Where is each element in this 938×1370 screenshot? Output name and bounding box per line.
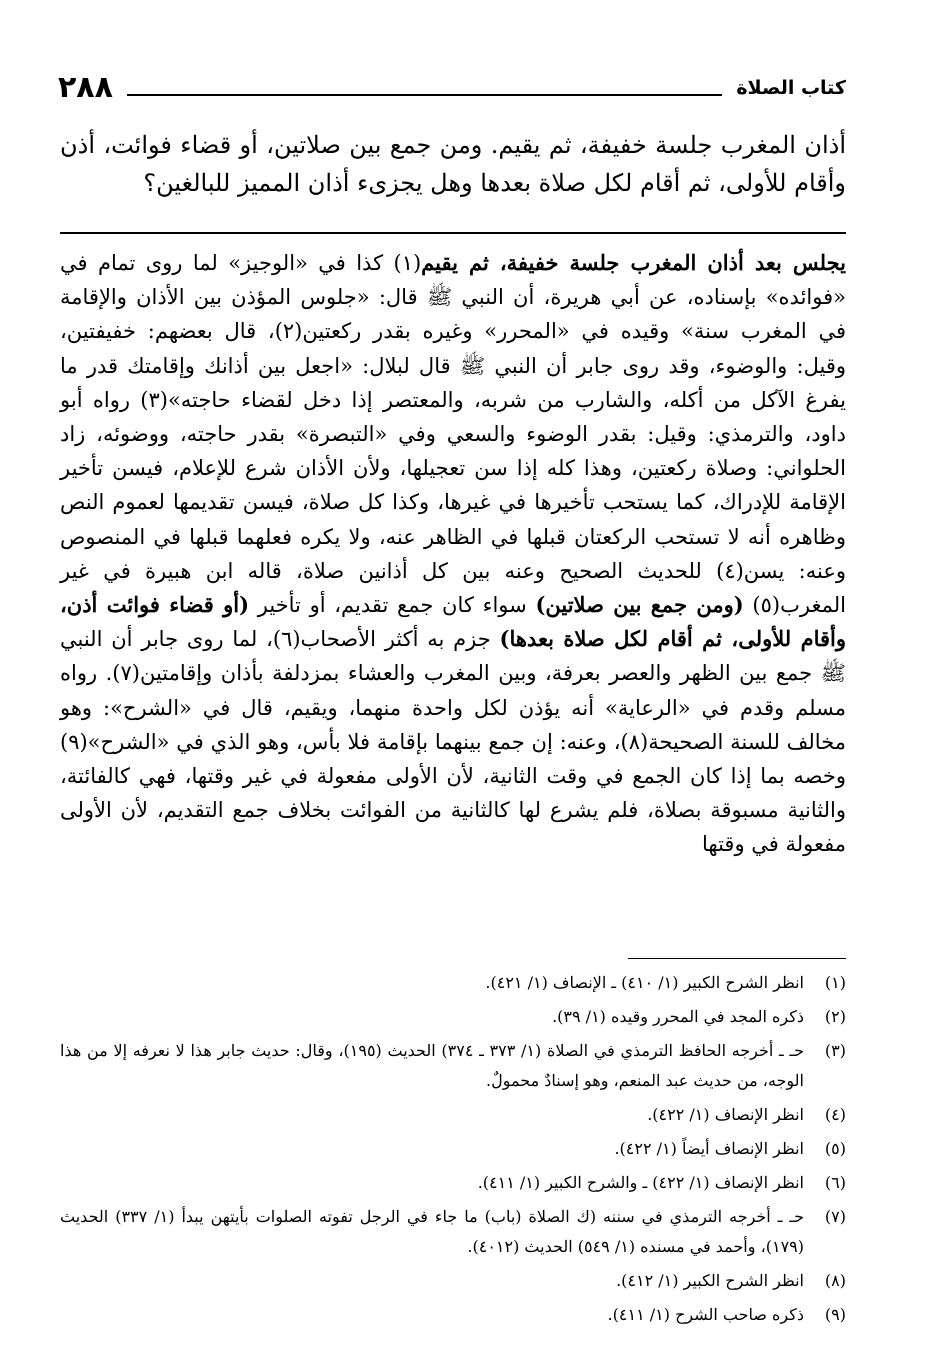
footnote	[60, 1036, 846, 1096]
matn-text: أذان المغرب جلسة خفيفة، ثم يقيم. ومن جمع بين صلاتين، أو قضاء فوائت، أذن وأقام للأولى، ثم أقام لكل صلاة بعدها وهل يجزىء أذان المميز للبالغين؟	[60, 131, 846, 197]
footnote	[60, 1168, 846, 1198]
footnote-text: انظر الشرح الكبير (١/ ٤١٢).	[616, 1271, 804, 1290]
commentary-bold-phrase-2: (ومن جمع بين صلاتين)	[535, 592, 744, 618]
commentary-part-1: (١) كذا في «الوجيز» لما روى تمام في «فوائده» بإسناده، عن أبي هريرة، أن النبي ﷺ قال: «جلوس المؤذن بين الأذان والإقامة في المغرب سنة» وقيده في «المحرر» وغيره بقدر ركعتين(٢)، قال بعضهم: خفيفتين، وقيل: والوضوء، وقد روى جابر أن النبي ﷺ قال لبلال: «اجعل بين أذانك وإقامتك قدر ما يفرغ الآكل من أكله، والشارب من شربه، والمعتصر إذا دخل لقضاء حاجته»(٣) رواه أبو داود، والترمذي: وقيل: بقدر الوضوء والسعي وفي «التبصرة» بقدر حاجته، ووضوئه، زاد الحلواني: وصلاة ركعتين، وهذا كله إذا سن تعجيلها، ولأن الأذان شرع للإعلام، فيسن تأخير الإقامة للإدراك، كما يستحب تأخيرها في غيرها، وكذا كل صلاة، فيسن تقديمها لعموم النص وظاهره أنه لا تستحب الركعتان قبلها في الظاهر عنه، ولا يكره فعلهما قبلها في المنصوص وعنه: يسن(٤) للحديث الصحيح وعنه بين كل أذانين صلاة، قاله ابن هبيرة في غير المغرب(٥)	[60, 251, 846, 618]
footnote-text: حـ ـ أخرجه الحافظ الترمذي في الصلاة (١/ ٣٧٣ ـ ٣٧٤) الحديث (١٩٥)، وقال: حديث جابر هذا لا نعرفه إلا من هذا الوجه، من حديث عبد المنعم، وهو إسنادٌ محمولٌ.	[60, 1041, 805, 1090]
footnotes-list	[60, 968, 846, 1334]
footnote	[60, 1202, 846, 1262]
footnote-separator	[628, 958, 846, 959]
commentary-part-3: جزم به أكثر الأصحاب(٦)، لما روى جابر أن النبي ﷺ جمع بين الظهر والعصر بعرفة، وبين المغرب والعشاء بمزدلفة بأذان وإقامتين(٧). رواه مسلم وقدم في «الرعاية» أنه يؤذن لكل واحدة منهما، ويقيم، قال في «الشرح»: وهو مخالف للسنة الصحيحة(٨)، وعنه: إن جمع بينهما بإقامة فلا بأس، وهو الذي في «الشرح»(٩) وخصه بما إذا كان الجمع في وقت الثانية، لأن الأولى مفعولة في غير وقتها، فهي كالفائتة، والثانية مسبوقة بصلاة، فلم يشرع لها كالثانية من الفوائت بخلاف جمع التقديم، لأن الأولى مفعولة في وقتها	[60, 627, 847, 857]
footnote-number: (٤)	[824, 1105, 846, 1124]
footnote-text: انظر الإنصاف (١/ ٤٢٢).	[647, 1105, 804, 1124]
footnote	[60, 1100, 846, 1130]
commentary-bold-phrase-1: يجلس بعد أذان المغرب جلسة خفيفة، ثم يقيم	[421, 250, 846, 275]
footnote-text: ذكره صاحب الشرح (١/ ٤١١).	[607, 1305, 804, 1324]
commentary-part-2: سواء كان جمع تقديم، أو تأخير	[257, 593, 527, 618]
footnote	[60, 1134, 846, 1164]
matn-separator	[60, 232, 846, 234]
footnote-number: (١)	[824, 973, 846, 992]
footnote	[60, 1002, 846, 1032]
commentary-bold-phrase-3: (أو قضاء فوائت أذن، وأقام للأولى، ثم أقام لكل صلاة بعدها)	[60, 592, 847, 652]
footnote	[60, 1300, 846, 1330]
header-rule	[127, 94, 722, 96]
footnote-text: انظر الإنصاف أيضاً (١/ ٤٢٢).	[614, 1139, 804, 1158]
footnote	[60, 968, 846, 998]
footnote-number: (٩)	[824, 1305, 846, 1324]
footnote-number: (٢)	[824, 1007, 846, 1026]
footnote-text: ذكره المجد في المحرر وقيده (١/ ٣٩).	[552, 1007, 804, 1026]
footnote-number: (٨)	[824, 1271, 846, 1290]
footnote-number: (٣)	[824, 1041, 846, 1060]
footnote	[60, 1266, 846, 1296]
footnote-text: انظر الشرح الكبير (١/ ٤١٠) ـ الإنصاف (١/ ٤٢١).	[485, 973, 804, 992]
commentary-text	[60, 246, 846, 862]
footnote-number: (٧)	[824, 1207, 846, 1226]
book-title: كتاب الصلاة	[736, 77, 846, 99]
footnote-text: حـ ـ أخرجه الترمذي في سننه (ك الصلاة (باب) ما جاء في الرجل تفوته الصلوات بأيتهن يبدأ (١/ ٣٣٧) الحديث (١٧٩)، وأحمد في مسنده (١/ ٥٤٩) الحديث (٤٠١٢).	[60, 1207, 804, 1256]
page-header	[58, 68, 846, 108]
page-number: ٢٨٨	[58, 70, 113, 105]
footnote-number: (٦)	[824, 1173, 846, 1192]
footnote-number: (٥)	[824, 1139, 846, 1158]
footnote-text: انظر الإنصاف (١/ ٤٢٢) ـ والشرح الكبير (١/ ٤١١).	[477, 1173, 804, 1192]
